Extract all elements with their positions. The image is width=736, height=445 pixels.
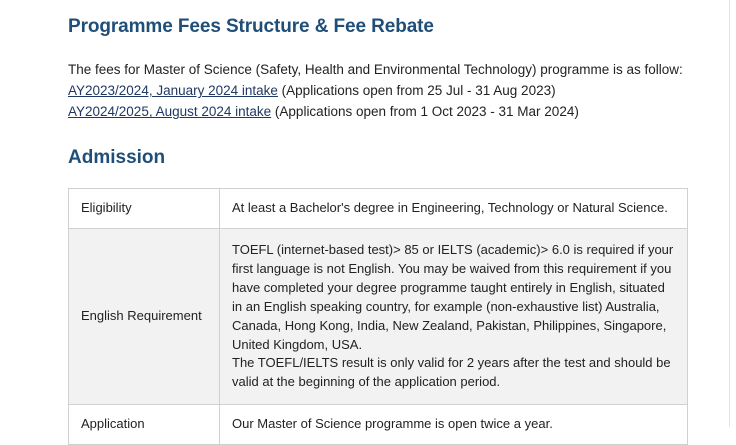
fee-link-line-2 <box>68 102 688 121</box>
page-title: Programme Fees Structure & Fee Rebate <box>68 16 434 37</box>
english-requirement-text-2: The TOEFL/IELTS result is only valid for 2 years after the test and should be valid at the beginning of the application period. <box>232 355 671 390</box>
row-label-eligibility: Eligibility <box>69 189 220 229</box>
fee-link-note-2: (Applications open from 1 Oct 2023 - 31 Mar 2024) <box>271 104 579 120</box>
admission-table <box>68 188 688 444</box>
fee-link-note-1: (Applications open from 25 Jul - 31 Aug 2023) <box>277 83 556 99</box>
table-row <box>69 189 688 229</box>
row-value-english-requirement <box>220 229 688 405</box>
document-content <box>68 0 688 445</box>
intro-paragraph: The fees for Master of Science (Safety, Health and Environmental Technology) programme is as follow: <box>68 62 683 77</box>
table-row <box>69 229 688 405</box>
eligibility-text: At least a Bachelor's degree in Engineering, Technology or Natural Science. <box>232 200 668 216</box>
row-value-eligibility <box>220 189 688 229</box>
row-value-application <box>220 405 688 445</box>
english-requirement-text-1: TOEFL (internet-based test)> 85 or IELTS (academic)> 6.0 is required if your first language is not English. You may be waived from this requirement if you have completed your degree programme taught entirely in English, situated in an English speaking country, for example (non-exhaustive list) Australia, Canada, Hong Kong, India, New Zealand, Pakistan, Philippines, Singapore, United Kingdom, USA. <box>232 242 674 352</box>
fee-link-august-intake[interactable]: AY2024/2025, August 2024 intake <box>68 104 272 120</box>
fee-link-line-1 <box>68 81 688 100</box>
application-text: Our Master of Science programme is open twice a year. <box>232 416 553 432</box>
page-right-edge <box>729 0 736 427</box>
table-row <box>69 405 688 445</box>
fee-link-january-intake[interactable]: AY2023/2024, January 2024 intake <box>68 83 278 99</box>
row-label-english-requirement: English Requirement <box>69 229 220 405</box>
row-label-application: Application <box>69 405 220 445</box>
admission-heading: Admission <box>68 147 166 169</box>
